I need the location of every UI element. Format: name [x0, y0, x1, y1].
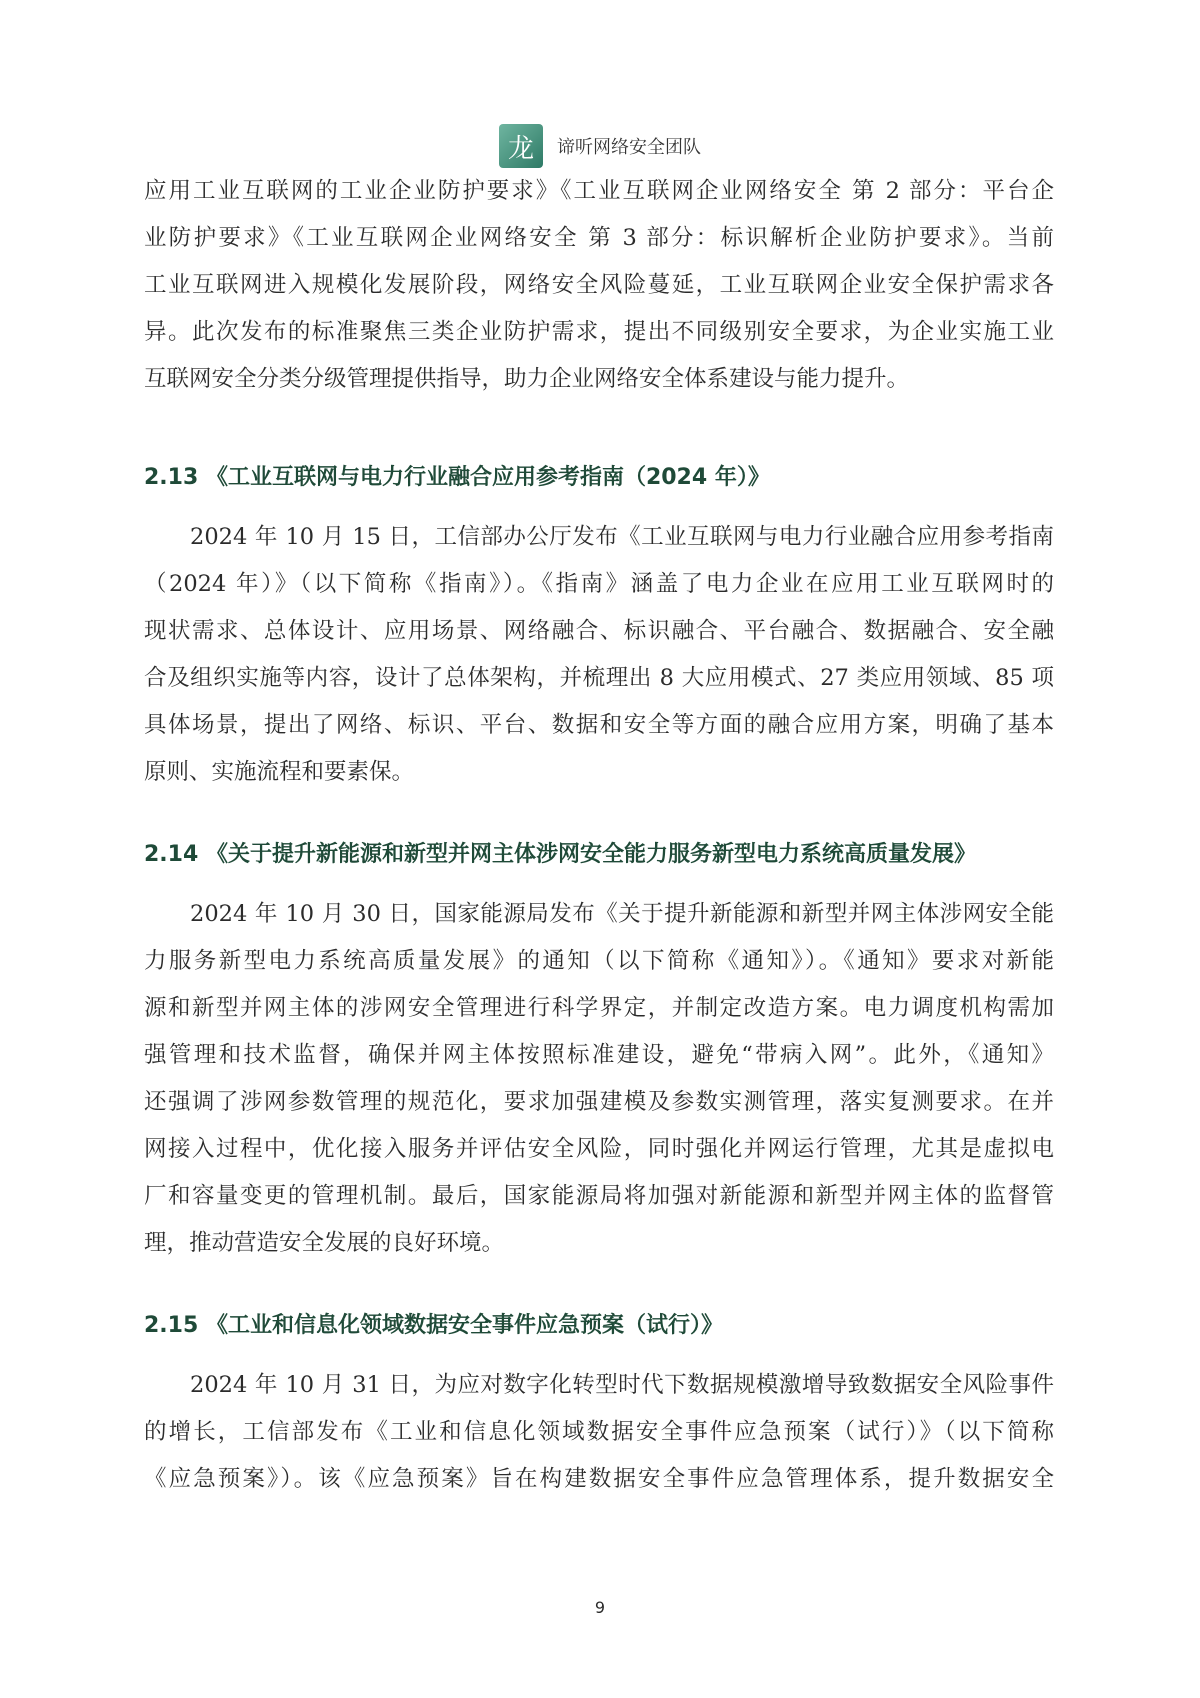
- paragraph-line: 业防护要求》《工业互联网企业网络安全 第 3 部分：标识解析企业防护要求》。当前: [144, 225, 1054, 251]
- paragraph-line: （2024 年）》（以下简称《指南》）。《指南》涵盖了电力企业在应用工业互联网时的: [144, 571, 1054, 597]
- section-heading: 2.14 《关于提升新能源和新型并网主体涉网安全能力服务新型电力系统高质量发展》: [144, 842, 976, 867]
- paragraph-line: 互联网安全分类分级管理提供指导，助力企业网络安全体系建设与能力提升。: [144, 366, 910, 392]
- paragraph-line: 还强调了涉网参数管理的规范化，要求加强建模及参数实测管理，落实复测要求。在并: [144, 1089, 1054, 1115]
- paragraph-line: 厂和容量变更的管理机制。最后，国家能源局将加强对新能源和新型并网主体的监督管: [144, 1183, 1054, 1209]
- paragraph-line: 原则、实施流程和要素保。: [144, 759, 415, 785]
- page-number: 9: [594, 1598, 606, 1617]
- paragraph-line: 具体场景，提出了网络、标识、平台、数据和安全等方面的融合应用方案，明确了基本: [144, 712, 1054, 738]
- paragraph-line: 强管理和技术监督，确保并网主体按照标准建设，避免“带病入网”。此外，《通知》: [144, 1042, 1054, 1068]
- paragraph-line: 2024 年 10 月 15 日，工信部办公厅发布《工业互联网与电力行业融合应用参考指南: [190, 524, 1054, 550]
- section-heading: 2.15 《工业和信息化领域数据安全事件应急预案（试行）》: [144, 1313, 723, 1338]
- paragraph-line: 应用工业互联网的工业企业防护要求》《工业互联网企业网络安全 第 2 部分：平台企: [144, 178, 1054, 204]
- paragraph-line: 《应急预案》）。该《应急预案》旨在构建数据安全事件应急管理体系，提升数据安全: [144, 1466, 1054, 1492]
- paragraph-line: 网接入过程中，优化接入服务并评估安全风险，同时强化并网运行管理，尤其是虚拟电: [144, 1136, 1054, 1162]
- page-header: [0, 124, 1200, 168]
- section-heading: 2.13 《工业互联网与电力行业融合应用参考指南（2024 年）》: [144, 465, 770, 490]
- paragraph-line: 源和新型并网主体的涉网安全管理进行科学界定，并制定改造方案。电力调度机构需加: [144, 995, 1054, 1021]
- paragraph-line: 力服务新型电力系统高质量发展》的通知（以下简称《通知》）。《通知》要求对新能: [144, 948, 1054, 974]
- paragraph-line: 的增长，工信部发布《工业和信息化领域数据安全事件应急预案（试行）》（以下简称: [144, 1419, 1054, 1445]
- paragraph-line: 合及组织实施等内容，设计了总体架构，并梳理出 8 大应用模式、27 类应用领域、85 项: [144, 665, 1054, 691]
- paragraph-line: 异。此次发布的标准聚焦三类企业防护需求，提出不同级别安全要求，为企业实施工业: [144, 319, 1054, 345]
- paragraph-line: 理，推动营造安全发展的良好环境。: [144, 1230, 505, 1256]
- header-title: 谛听网络安全团队: [557, 137, 701, 158]
- paragraph-line: 现状需求、总体设计、应用场景、网络融合、标识融合、平台融合、数据融合、安全融: [144, 618, 1054, 644]
- paragraph-line: 工业互联网进入规模化发展阶段，网络安全风险蔓延，工业互联网企业安全保护需求各: [144, 272, 1054, 298]
- paragraph-line: 2024 年 10 月 30 日，国家能源局发布《关于提升新能源和新型并网主体涉网安全能: [190, 901, 1054, 927]
- paragraph-line: 2024 年 10 月 31 日，为应对数字化转型时代下数据规模激增导致数据安全风险事件: [190, 1372, 1054, 1398]
- team-logo-icon: 龙: [499, 124, 543, 168]
